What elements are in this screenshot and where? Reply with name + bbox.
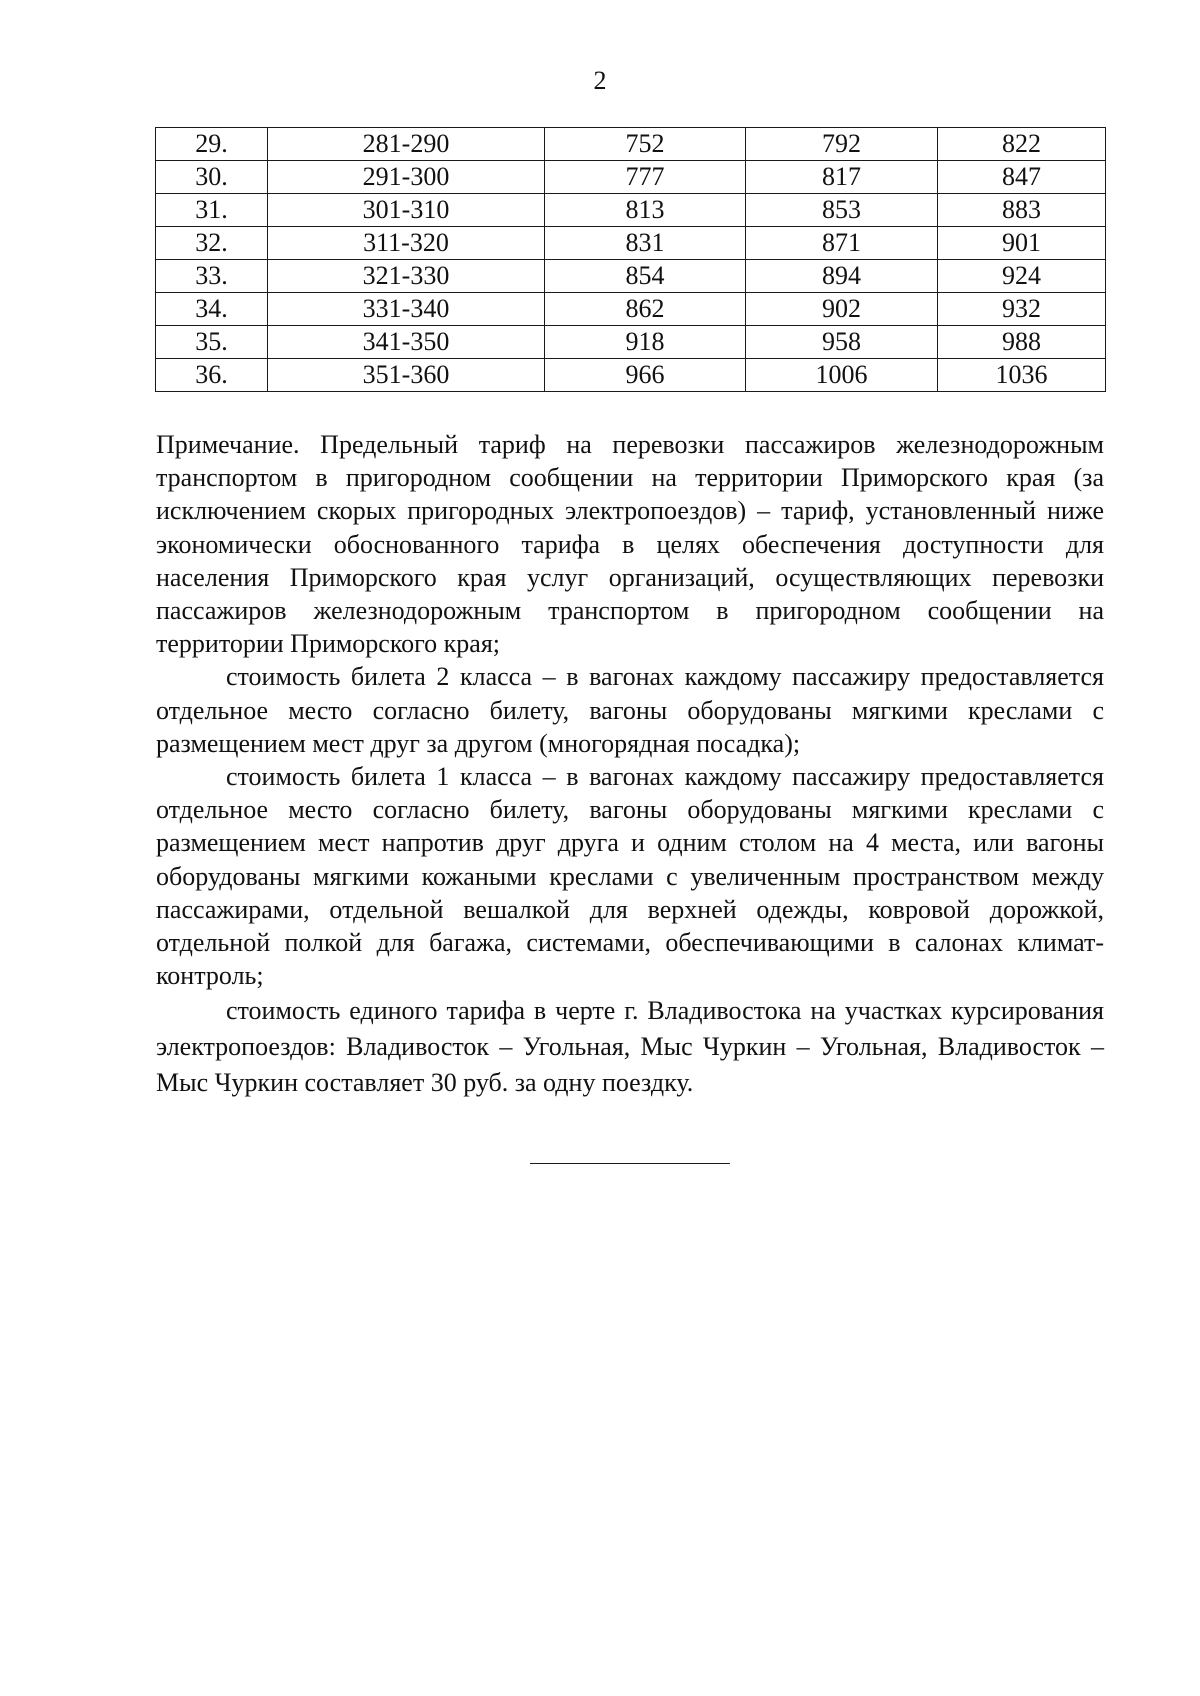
tariff-cell-3: 1036 (938, 359, 1106, 392)
note-paragraph-definition: Примечание. Предельный тариф на перевозки пассажиров железнодорожным транспортом в пригородном сообщении на территории Приморского края (за исключением скорых пригородных электропоездов) – тариф, установленный ниже экономически обоснованного тарифа в целях обеспечения доступности для населения Приморского края услуг организаций, осуществляющих перевозки пассажиров железнодорожным транспортом в пригородном сообщении на территории Приморского края; (156, 430, 1104, 659)
table-row (156, 161, 1106, 194)
tariff-cell-3: 924 (938, 260, 1106, 293)
table-row (156, 293, 1106, 326)
table-row (156, 326, 1106, 359)
tariff-cell-3: 822 (938, 128, 1106, 161)
row-number-cell: 32. (156, 227, 268, 260)
tariff-cell-1: 777 (545, 161, 746, 194)
table-row (156, 227, 1106, 260)
row-number-cell: 36. (156, 359, 268, 392)
distance-range-cell: 321-330 (268, 260, 545, 293)
tariff-cell-3: 932 (938, 293, 1106, 326)
tariff-cell-3: 988 (938, 326, 1106, 359)
row-number-cell: 35. (156, 326, 268, 359)
end-divider (530, 1163, 730, 1164)
tariff-cell-1: 854 (545, 260, 746, 293)
tariff-cell-2: 958 (746, 326, 938, 359)
note-paragraph-single-tariff: стоимость единого тарифа в черте г. Владивостока на участках курсирования электропоездов: Владивосток – Угольная, Мыс Чуркин – Угольная, Владивосток – Мыс Чуркин составляет 30 руб. за одну поездку. (156, 996, 1104, 1098)
tariff-cell-2: 894 (746, 260, 938, 293)
tariff-cell-3: 847 (938, 161, 1106, 194)
row-number-cell: 33. (156, 260, 268, 293)
row-number-cell: 31. (156, 194, 268, 227)
note-paragraph-class-2: стоимость билета 2 класса – в вагонах каждому пассажиру предоставляется отдельное место согласно билету, вагоны оборудованы мягкими креслами с размещением мест друг за другом (многорядная посадка); (156, 662, 1104, 758)
note-paragraph-class-1: стоимость билета 1 класса – в вагонах каждому пассажиру предоставляется отдельное место согласно билету, вагоны оборудованы мягкими креслами с размещением мест напротив друг друга и одним столом на 4 места, или вагоны оборудованы мягкими кожаными креслами с увеличенным пространством между пассажирами, отдельной вешалкой для верхней одежды, ковровой дорожкой, отдельной полкой для багажа, системами, обеспечивающими в салонах климат-контроль; (156, 762, 1104, 991)
table-row (156, 128, 1106, 161)
distance-range-cell: 311-320 (268, 227, 545, 260)
tariff-cell-2: 902 (746, 293, 938, 326)
table-row (156, 260, 1106, 293)
tariff-cell-3: 883 (938, 194, 1106, 227)
tariff-note (156, 428, 1104, 1101)
tariff-cell-3: 901 (938, 227, 1106, 260)
tariff-cell-1: 752 (545, 128, 746, 161)
row-number-cell: 30. (156, 161, 268, 194)
tariff-cell-1: 831 (545, 227, 746, 260)
distance-range-cell: 301-310 (268, 194, 545, 227)
tariff-cell-1: 966 (545, 359, 746, 392)
distance-range-cell: 351-360 (268, 359, 545, 392)
tariff-cell-1: 918 (545, 326, 746, 359)
tariff-cell-2: 817 (746, 161, 938, 194)
table-row (156, 359, 1106, 392)
table-row (156, 194, 1106, 227)
tariff-cell-2: 871 (746, 227, 938, 260)
tariff-cell-2: 792 (746, 128, 938, 161)
distance-range-cell: 291-300 (268, 161, 545, 194)
tariff-cell-1: 862 (545, 293, 746, 326)
distance-range-cell: 331-340 (268, 293, 545, 326)
distance-range-cell: 281-290 (268, 128, 545, 161)
row-number-cell: 34. (156, 293, 268, 326)
page-number: 2 (593, 66, 607, 95)
tariff-table (155, 127, 1106, 392)
tariff-cell-1: 813 (545, 194, 746, 227)
tariff-cell-2: 1006 (746, 359, 938, 392)
distance-range-cell: 341-350 (268, 326, 545, 359)
row-number-cell: 29. (156, 128, 268, 161)
tariff-cell-2: 853 (746, 194, 938, 227)
